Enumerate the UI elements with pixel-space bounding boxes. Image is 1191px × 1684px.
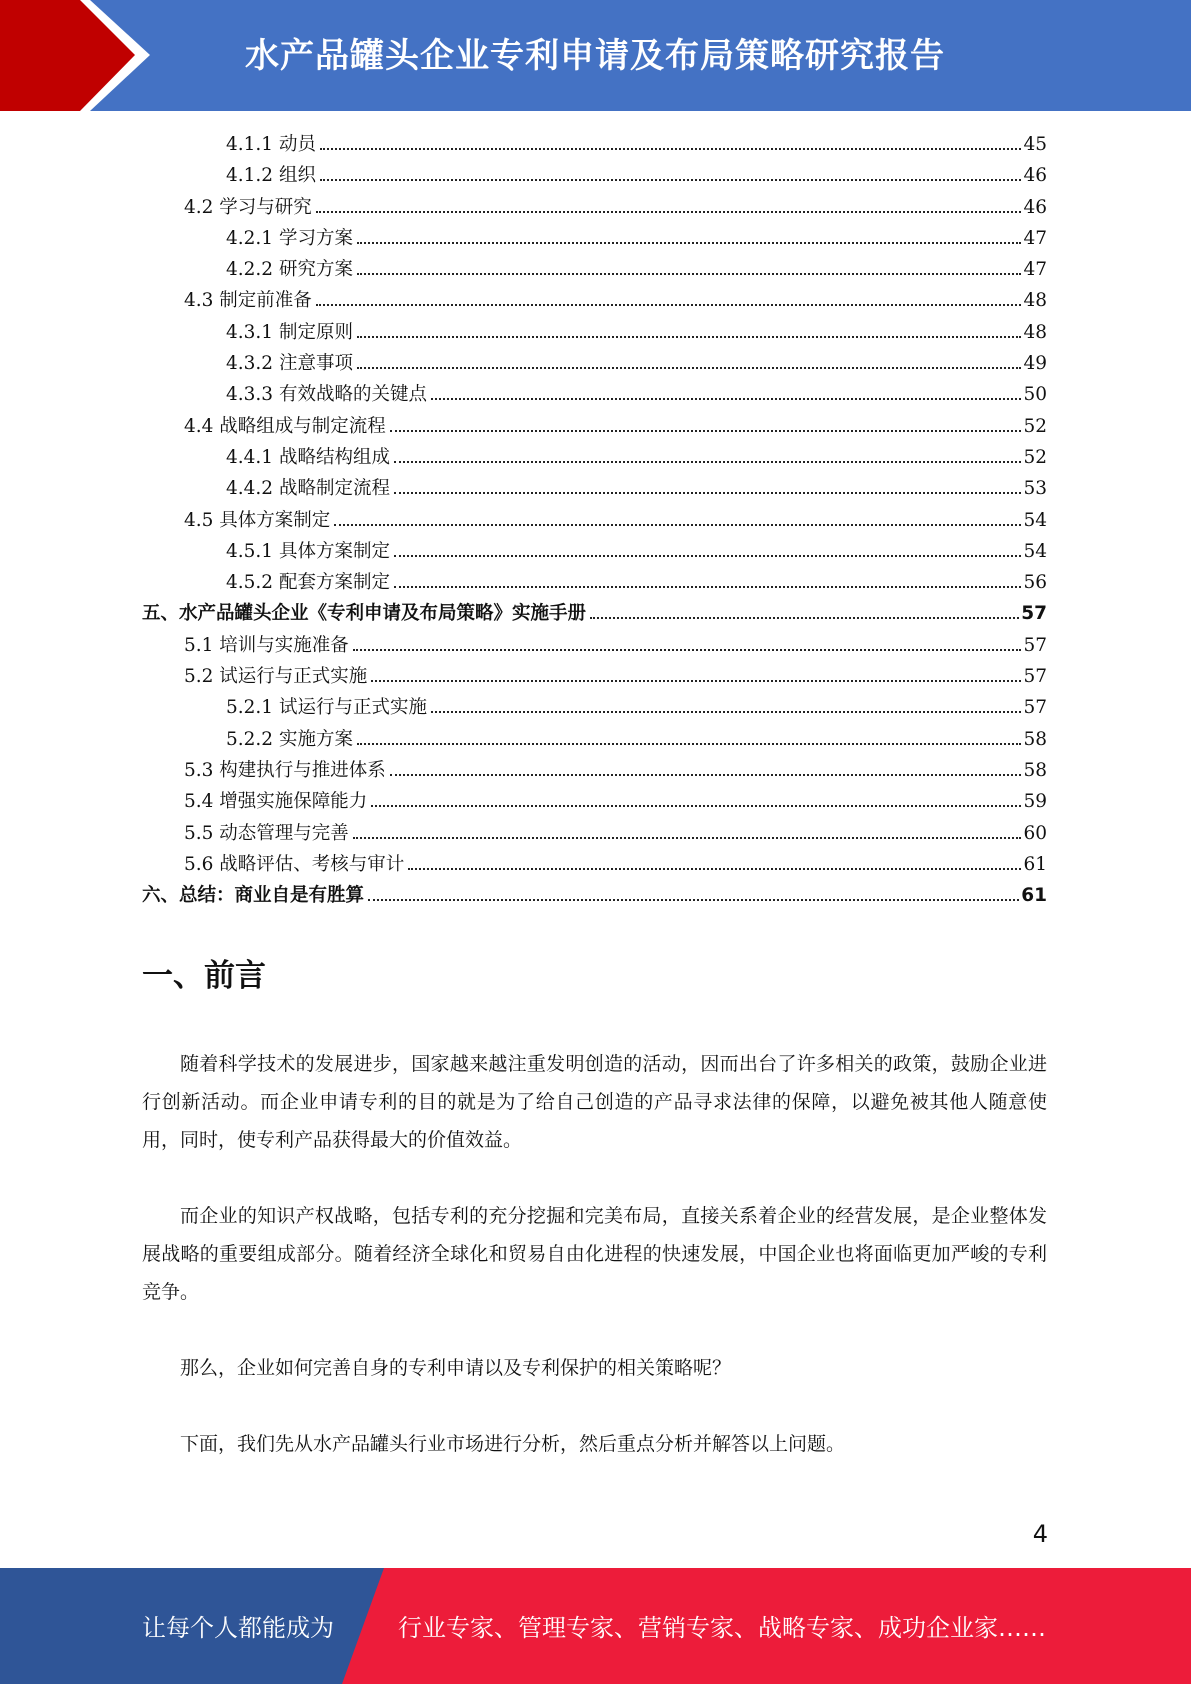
toc-entry-label: 4.3 制定前准备 [184,290,312,312]
section-heading: 一、前言 [142,958,266,994]
toc-entry[interactable] [142,474,1047,505]
toc-leader-dots [316,211,1022,213]
toc-entry-page: 61 [1021,885,1047,907]
toc-entry[interactable] [142,224,1047,255]
toc-entry-page: 47 [1023,227,1047,249]
toc-leader-dots [431,398,1021,400]
toc-entry[interactable] [142,787,1047,818]
toc-leader-dots [371,680,1021,682]
toc-entry[interactable] [142,850,1047,881]
toc-leader-dots [353,837,1022,839]
toc-leader-dots [334,524,1021,526]
toc-entry-page: 48 [1023,321,1047,343]
toc-entry-page: 54 [1023,509,1047,531]
toc-entry-label: 5.1 培训与实施准备 [184,634,349,656]
toc-entry[interactable] [142,756,1047,787]
toc-entry-label: 4.5.1 具体方案制定 [226,540,390,562]
toc-entry[interactable] [142,599,1047,630]
toc-leader-dots [390,774,1022,776]
toc-entry-label: 5.2.1 试运行与正式实施 [226,697,427,719]
toc-entry-page: 57 [1023,697,1047,719]
toc-entry-label: 4.3.2 注意事项 [226,353,353,375]
toc-entry-page: 61 [1023,853,1047,875]
toc-entry-label: 4.2 学习与研究 [184,196,312,218]
paragraph-2: 而企业的知识产权战略，包括专利的充分挖掘和完美布局，直接关系着企业的经营发展，是企业整体发展战略的重要组成部分。随着经济全球化和贸易自由化进程的快速发展，中国企业也将面临更加严峻的专利竞争。 [142,1205,1047,1303]
table-of-contents [142,130,1047,912]
toc-entry[interactable] [142,255,1047,286]
toc-entry[interactable] [142,349,1047,380]
toc-entry[interactable] [142,380,1047,411]
toc-entry-label: 4.2.1 学习方案 [226,227,353,249]
toc-leader-dots [394,586,1021,588]
toc-leader-dots [357,242,1022,244]
toc-entry-label: 4.3.1 制定原则 [226,321,353,343]
toc-leader-dots [590,617,1019,619]
toc-entry-page: 53 [1023,478,1047,500]
toc-entry-page: 54 [1023,540,1047,562]
toc-entry[interactable] [142,318,1047,349]
toc-leader-dots [357,273,1022,275]
toc-entry-page: 57 [1023,634,1047,656]
toc-entry-page: 58 [1023,728,1047,750]
toc-entry-page: 57 [1023,666,1047,688]
paragraph-4: 下面，我们先从水产品罐头行业市场进行分析，然后重点分析并解答以上问题。 [180,1433,846,1455]
document-title: 水产品罐头企业专利申请及布局策略研究报告 [245,36,945,76]
toc-entry-page: 45 [1023,134,1047,155]
toc-leader-dots [408,868,1021,870]
toc-entry[interactable] [142,693,1047,724]
toc-entry-label: 5.4 增强实施保障能力 [184,791,368,813]
toc-entry[interactable] [142,412,1047,443]
toc-entry[interactable] [142,161,1047,192]
toc-entry-label: 4.4.2 战略制定流程 [226,478,390,500]
toc-entry-label: 4.4.1 战略结构组成 [226,446,390,468]
toc-entry-page: 60 [1023,822,1047,844]
toc-entry-page: 47 [1023,259,1047,281]
header-red-arrow-decoration [0,0,160,111]
toc-entry-label: 5.6 战略评估、考核与审计 [184,853,405,875]
toc-entry-label: 4.5 具体方案制定 [184,509,331,531]
toc-leader-dots [394,492,1021,494]
toc-leader-dots [320,148,1022,150]
toc-leader-dots [320,179,1022,181]
toc-leader-dots [357,743,1022,745]
toc-entry[interactable] [142,819,1047,850]
toc-entry-label: 4.1.1 动员 [226,134,316,155]
toc-entry-label: 5.2.2 实施方案 [226,728,353,750]
toc-leader-dots [316,304,1022,306]
page-number: 4 [1032,1520,1048,1548]
toc-entry-label: 5.3 构建执行与推进体系 [184,759,386,781]
toc-entry-page: 59 [1023,791,1047,813]
toc-entry-label: 5.5 动态管理与完善 [184,822,349,844]
footer-slogan-right: 行业专家、管理专家、营销专家、战略专家、成功企业家…… [398,1614,1046,1642]
toc-entry[interactable] [142,537,1047,568]
toc-entry-page: 57 [1021,603,1047,625]
toc-entry-label: 六、总结：商业自是有胜算 [142,885,365,907]
toc-leader-dots [357,336,1022,338]
toc-entry-page: 46 [1023,196,1047,218]
toc-entry-label: 4.4 战略组成与制定流程 [184,415,386,437]
toc-entry[interactable] [142,568,1047,599]
toc-leader-dots [371,805,1021,807]
toc-entry-page: 56 [1023,572,1047,594]
toc-entry-label: 4.1.2 组织 [226,165,316,187]
toc-entry[interactable] [142,631,1047,662]
toc-entry[interactable] [142,193,1047,224]
toc-entry-label: 4.2.2 研究方案 [226,259,353,281]
toc-leader-dots [431,711,1021,713]
paragraph-1: 随着科学技术的发展进步，国家越来越注重发明创造的活动，因而出台了许多相关的政策，鼓励企业进行创新活动。而企业申请专利的目的就是为了给自己创造的产品寻求法律的保障，以避免被其他人随意使用，同时，使专利产品获得最大的价值效益。 [142,1053,1047,1151]
toc-entry-page: 52 [1023,415,1047,437]
paragraph-3: 那么，企业如何完善自身的专利申请以及专利保护的相关策略呢？ [180,1357,732,1379]
toc-entry[interactable] [142,725,1047,756]
footer-slogan-left: 让每个人都能成为 [142,1614,334,1642]
toc-entry[interactable] [142,286,1047,317]
toc-entry-page: 48 [1023,290,1047,312]
toc-entry-page: 52 [1023,446,1047,468]
toc-entry[interactable] [142,506,1047,537]
toc-entry-label: 4.3.3 有效战略的关键点 [226,384,427,406]
toc-entry[interactable] [142,443,1047,474]
header-banner [0,0,1191,111]
toc-entry[interactable] [142,130,1047,161]
toc-leader-dots [394,461,1021,463]
toc-entry[interactable] [142,881,1047,912]
toc-entry-page: 58 [1023,759,1047,781]
toc-leader-dots [368,899,1019,901]
toc-entry-page: 50 [1023,384,1047,406]
toc-entry-page: 49 [1023,353,1047,375]
toc-entry-label: 4.5.2 配套方案制定 [226,572,390,594]
toc-entry-label: 5.2 试运行与正式实施 [184,666,368,688]
toc-leader-dots [394,555,1021,557]
footer-banner [0,1568,1191,1684]
toc-entry[interactable] [142,662,1047,693]
toc-leader-dots [390,430,1022,432]
toc-leader-dots [357,367,1022,369]
toc-leader-dots [353,649,1022,651]
toc-entry-page: 46 [1023,165,1047,187]
toc-entry-label: 五、水产品罐头企业《专利申请及布局策略》实施手册 [142,603,587,625]
